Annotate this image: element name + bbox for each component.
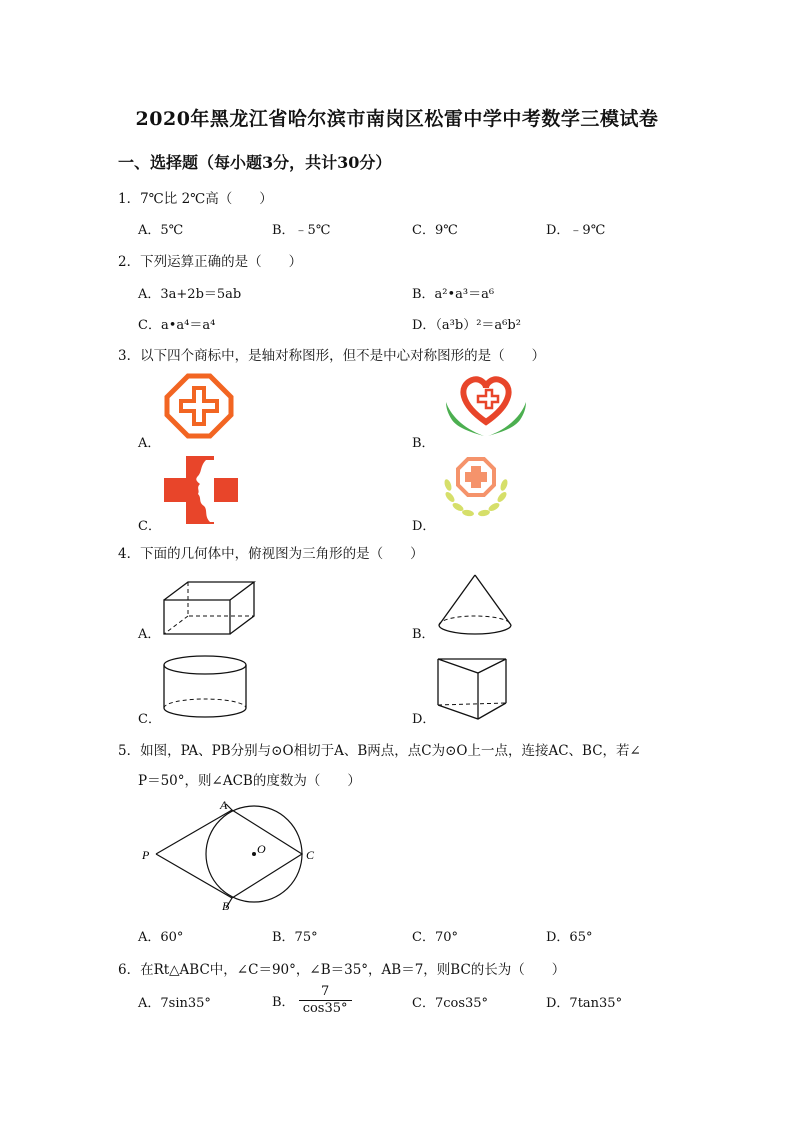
question-3-label-b: B．	[412, 436, 435, 451]
question-1-option-c: C．9℃	[412, 223, 458, 238]
point-label-a: A	[220, 798, 228, 812]
circle-center-dot	[252, 852, 256, 856]
question-6-option-d: D．7tan35°	[546, 996, 623, 1011]
cylinder-figure-icon	[162, 654, 248, 720]
question-3-label-a: A．	[138, 436, 161, 451]
question-4-label-d: D．	[412, 712, 436, 727]
cuboid-figure-icon	[162, 580, 258, 636]
question-6-option-b	[272, 984, 352, 1017]
logo-b-heart-hands-icon	[440, 374, 532, 438]
question-6-stem: 6．在Rt△ABC中，∠C＝90°，∠B＝35°，AB＝7，则BC的长为（ ）	[118, 962, 566, 978]
question-5-stem-line-1: 5．如图，PA、PB分别与⊙O相切于A、B两点，点C为⊙O上一点，连接AC、BC，若∠	[118, 743, 641, 759]
logo-d-cross-wreath-icon	[438, 455, 514, 521]
question-6-option-a: A．7sin35°	[138, 996, 211, 1011]
question-5-option-b: B．75°	[272, 930, 318, 945]
point-label-o: O	[257, 842, 266, 856]
question-2-option-b: B．a²•a³＝a⁶	[412, 287, 495, 302]
question-3-label-d: D．	[412, 519, 436, 534]
tangent-circle-figure	[140, 796, 340, 916]
point-label-b: B	[222, 899, 230, 913]
question-3-label-c: C．	[138, 519, 161, 534]
question-6-option-c: C．7cos35°	[412, 996, 489, 1011]
point-label-c: C	[306, 848, 315, 862]
fraction-numerator: 7	[299, 984, 352, 1001]
question-1-option-a: A．5℃	[138, 223, 184, 238]
question-4-label-a: A．	[138, 627, 161, 642]
question-2-option-c: C．a•a⁴＝a⁴	[138, 318, 216, 333]
page-title: 2020年黑龙江省哈尔滨市南岗区松雷中学中考数学三模试卷	[135, 108, 659, 130]
question-1-stem: 1．7℃比 2℃高（ ）	[118, 191, 273, 207]
question-1-option-b: B．﹣5℃	[272, 223, 331, 238]
cone-figure-icon	[437, 573, 513, 637]
question-6-option-b-label: B．	[272, 995, 295, 1010]
question-4-label-b: B．	[412, 627, 435, 642]
question-3-stem: 3．以下四个商标中，是轴对称图形，但不是中心对称图形的是（ ）	[118, 348, 546, 364]
fraction-denominator: cos35°	[302, 1001, 348, 1016]
logo-a-orange-cross-icon	[163, 372, 235, 440]
question-5-option-a: A．60°	[138, 930, 184, 945]
point-label-p: P	[142, 848, 150, 862]
question-4-label-c: C．	[138, 712, 161, 727]
question-2-option-d: D．（a³b）²＝a⁶b²	[412, 318, 521, 333]
question-1-option-d: D．﹣9℃	[546, 223, 606, 238]
question-6-option-b-fraction	[299, 984, 352, 1017]
question-2-stem: 2．下列运算正确的是（ ）	[118, 254, 303, 270]
question-5-stem-line-2: P＝50°，则∠ACB的度数为（ ）	[138, 773, 361, 789]
triangular-prism-figure-icon	[436, 655, 508, 721]
logo-c-red-cross-face-icon	[164, 456, 238, 524]
question-5-option-c: C．70°	[412, 930, 458, 945]
question-2-option-a: A．3a+2b＝5ab	[138, 287, 242, 302]
question-4-stem: 4．下面的几何体中，俯视图为三角形的是（ ）	[118, 546, 424, 562]
question-5-option-d: D．65°	[546, 930, 593, 945]
section-heading: 一、选择题（每小题3分，共计30分）	[118, 153, 392, 172]
